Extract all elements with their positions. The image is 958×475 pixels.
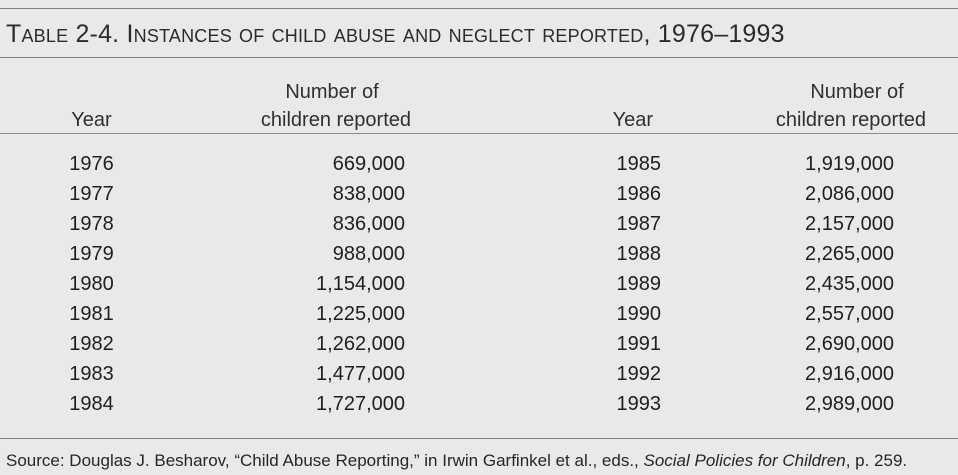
cell-year-left: 1982 (69, 333, 114, 355)
table-row (0, 239, 958, 269)
cell-year-right-value: 1990 (616, 303, 661, 325)
header-year-right-label: Year (612, 109, 653, 131)
cell-count-right: 2,086,000 (805, 183, 894, 205)
cell-year-right-value: 1993 (616, 393, 661, 415)
cell-year-left: 1981 (69, 303, 114, 325)
cell-year-right (411, 299, 671, 329)
cell-year-left: 1980 (69, 273, 114, 295)
cell-count-right: 2,265,000 (805, 243, 894, 265)
header-count-right-line1: Number of (810, 81, 904, 103)
cell-count-left: 1,225,000 (316, 303, 405, 325)
cell-year-left: 1978 (69, 213, 114, 235)
table-row (0, 359, 958, 389)
header-count-left-line1: Number of (285, 81, 379, 103)
header-year-left-label: Year (71, 109, 112, 131)
cell-year-right-value: 1985 (616, 153, 661, 175)
cell-count-left: 1,477,000 (316, 363, 405, 385)
header-count-right-line2: children reported (775, 109, 926, 131)
cell-count-right: 2,557,000 (805, 303, 894, 325)
table-row (0, 179, 958, 209)
header-count-right (671, 64, 958, 134)
cell-count-right: 2,989,000 (805, 393, 894, 415)
cell-year-left: 1977 (69, 183, 114, 205)
header-count-left (183, 64, 411, 134)
table-title: Table 2-4. Instances of child abuse and neglect reported, 1976–1993 (6, 20, 785, 48)
cell-year-right-value: 1986 (616, 183, 661, 205)
table-row (0, 389, 958, 419)
table-row (0, 209, 958, 239)
table-row (0, 134, 958, 179)
table-row (0, 329, 958, 359)
cell-year-right-value: 1992 (616, 363, 661, 385)
cell-year-right-value: 1988 (616, 243, 661, 265)
cell-year-right (411, 134, 671, 179)
source-suffix: , p. 259. (845, 451, 908, 470)
cell-count-right: 1,919,000 (805, 153, 894, 175)
cell-year-right-value: 1989 (616, 273, 661, 295)
cell-year-left: 1983 (69, 363, 114, 385)
source-note (6, 450, 907, 472)
cell-year-right (411, 389, 671, 419)
cell-count-left: 669,000 (332, 153, 405, 175)
cell-year-left: 1979 (69, 243, 114, 265)
header-year-right (411, 64, 671, 134)
cell-year-right (411, 209, 671, 239)
cell-year-right (411, 179, 671, 209)
table-row (0, 299, 958, 329)
cell-count-right: 2,157,000 (805, 213, 894, 235)
title-rule (0, 57, 958, 58)
header-count-left-line2: children reported (260, 109, 411, 131)
cell-year-right (411, 359, 671, 389)
header-year-left (0, 64, 183, 134)
cell-count-left: 988,000 (332, 243, 405, 265)
cell-count-left: 1,262,000 (316, 333, 405, 355)
cell-year-left: 1976 (69, 153, 114, 175)
cell-count-right: 2,690,000 (805, 333, 894, 355)
source-prefix: Source: Douglas J. Besharov, “Child Abuse Reporting,” in Irwin Garfinkel et al., eds., (6, 451, 644, 470)
table-body (0, 134, 958, 419)
cell-count-right: 2,435,000 (805, 273, 894, 295)
header-rule (0, 133, 958, 134)
cell-year-left: 1984 (69, 393, 114, 415)
table-header (0, 64, 958, 134)
cell-year-right-value: 1991 (616, 333, 661, 355)
table-row (0, 269, 958, 299)
cell-count-left: 1,727,000 (316, 393, 405, 415)
cell-year-right (411, 329, 671, 359)
cell-count-left: 1,154,000 (316, 273, 405, 295)
top-rule (0, 8, 958, 9)
cell-year-right (411, 239, 671, 269)
header-row (0, 64, 958, 134)
cell-count-left: 836,000 (332, 213, 405, 235)
cell-count-right: 2,916,000 (805, 363, 894, 385)
cell-count-left: 838,000 (332, 183, 405, 205)
cell-year-right (411, 269, 671, 299)
data-table (0, 64, 958, 419)
bottom-rule (0, 438, 958, 439)
source-italic-title: Social Policies for Children (643, 451, 846, 470)
cell-year-right-value: 1987 (616, 213, 661, 235)
